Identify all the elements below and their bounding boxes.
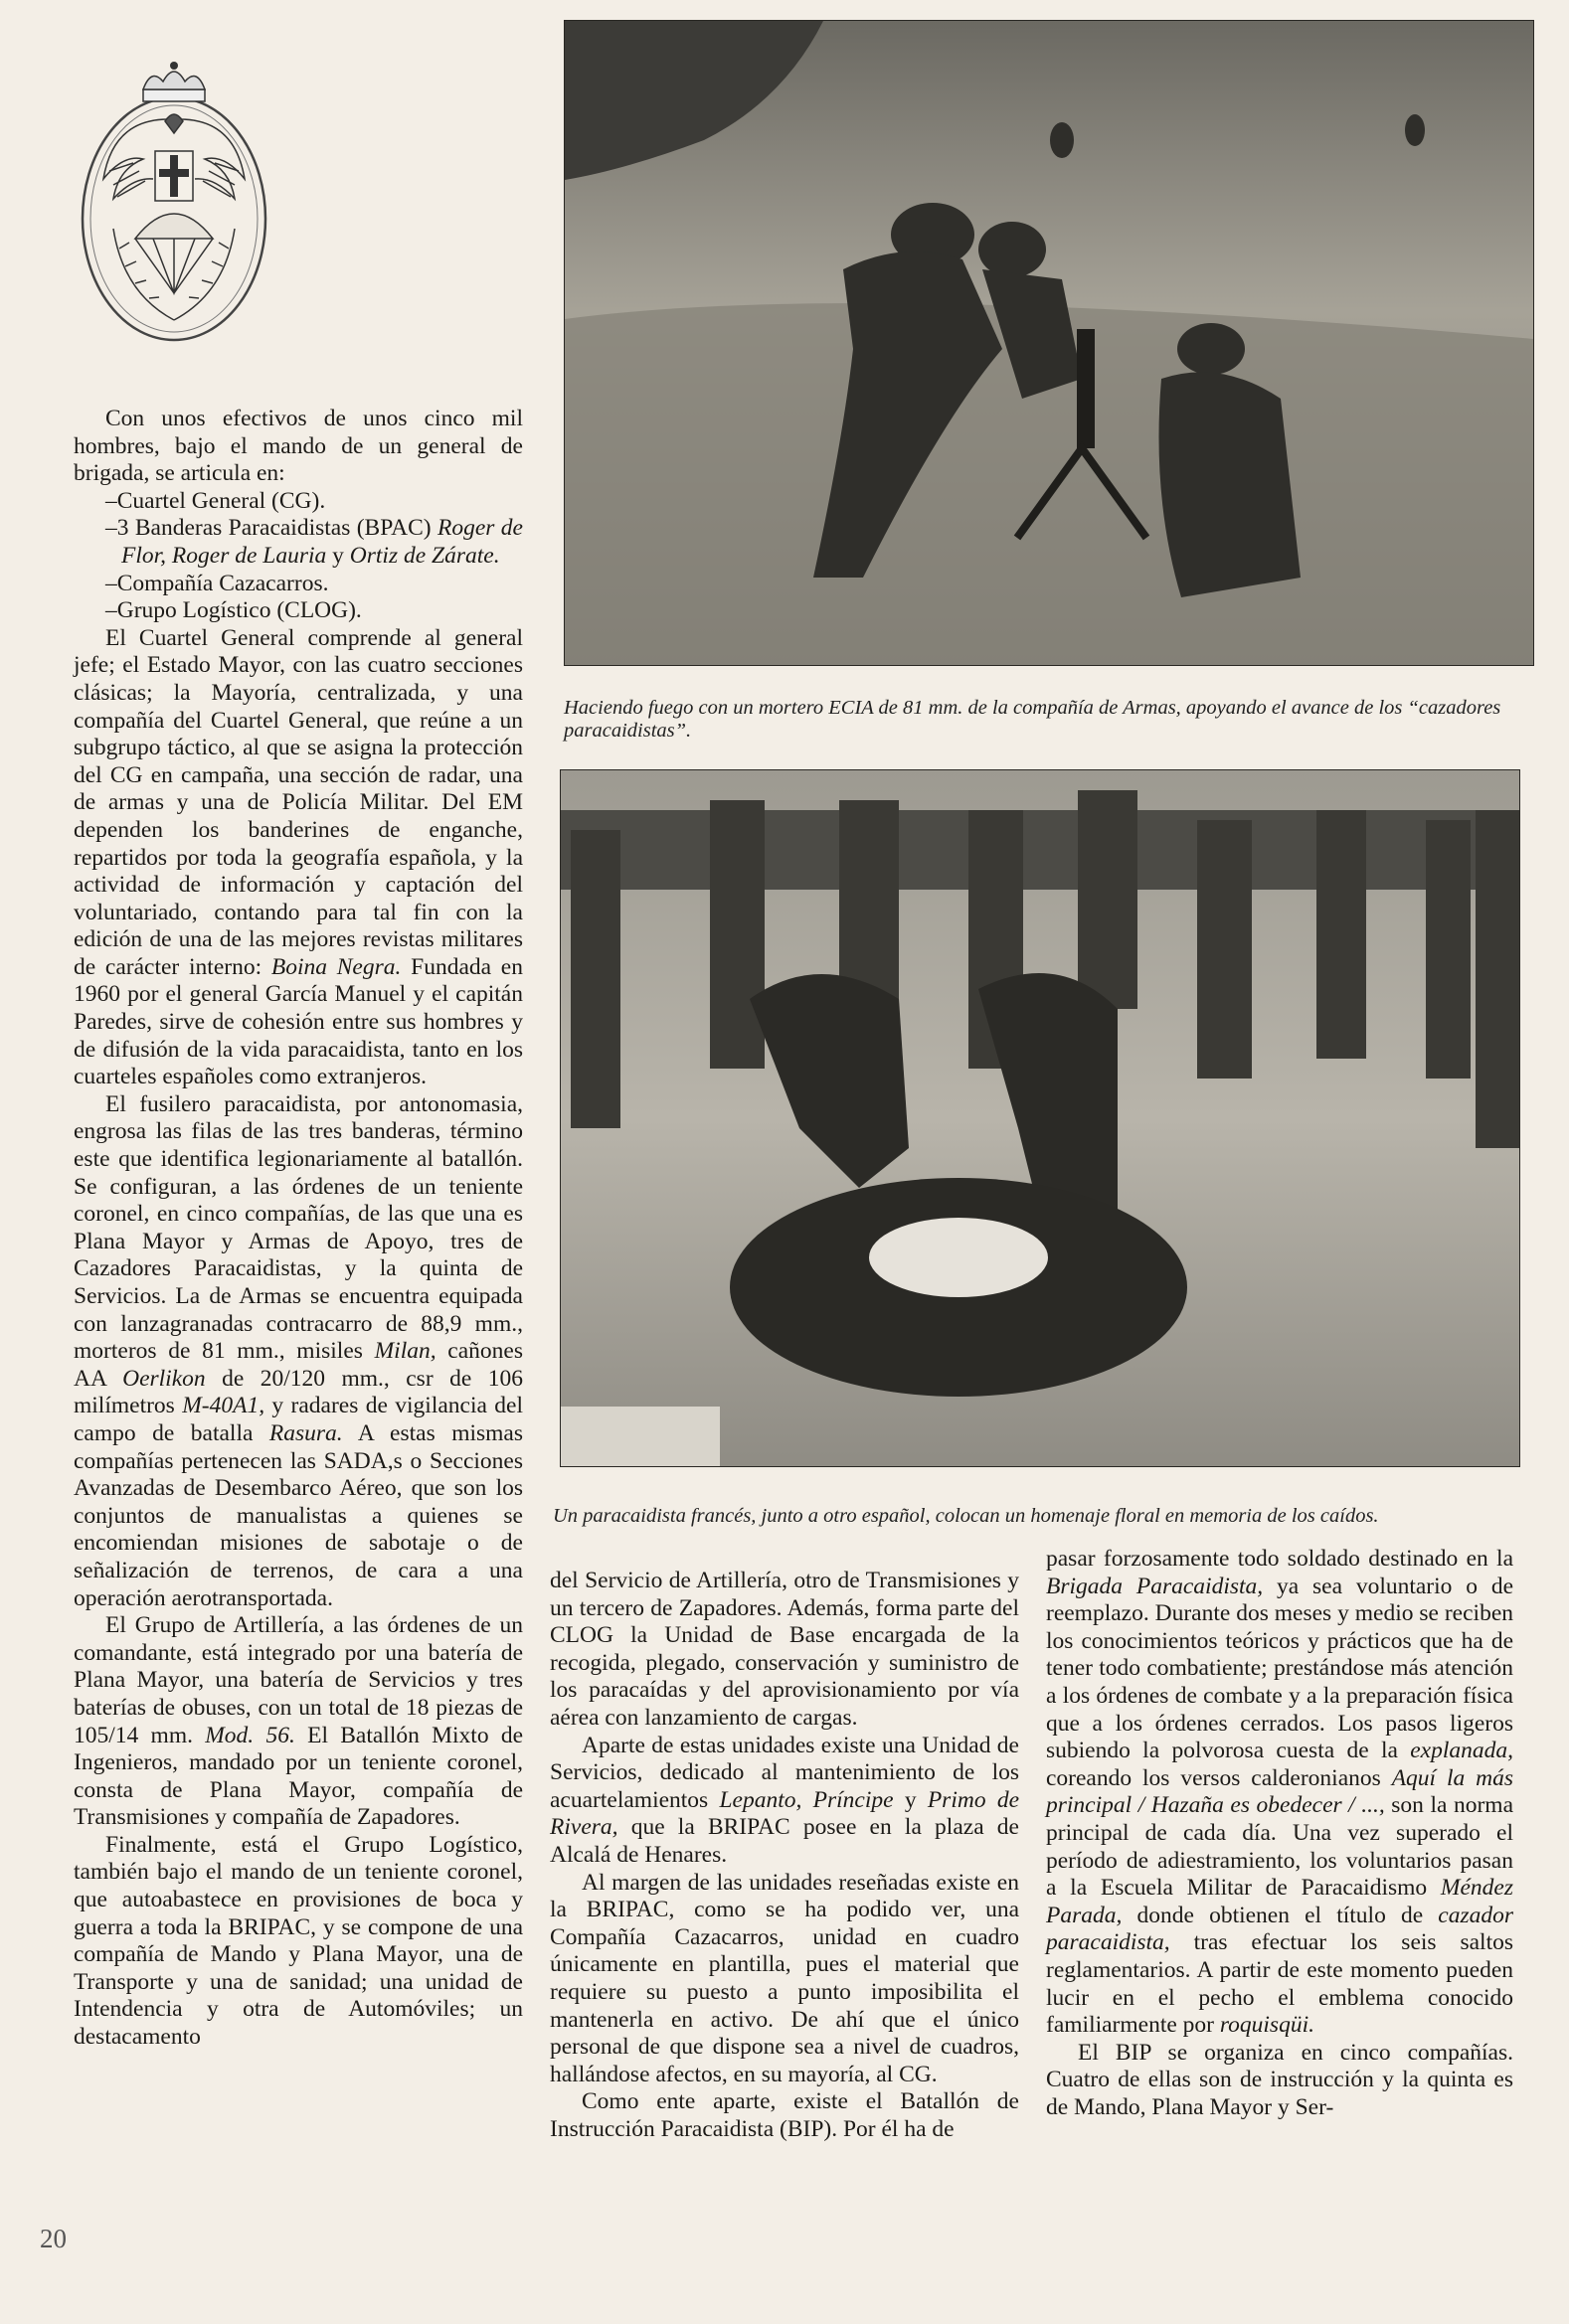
list-item-cazacarros: –Compañía Cazacarros.	[105, 570, 329, 596]
paragraph-cuartel-general: El Cuartel General comprende al general jefe; el Estado Mayor, con las cuatro secciones clásicas; la Mayoría, centralizada, y una compañía del Cuartel General, que reúne a un subgrupo táctico, al que se asigna la protección del CG en campaña, una sección de radar, una de armas y una de Policía Militar. Del EM dependen los banderines de enganche, repartidos por toda la geografía española, y la actividad de información y captación del voluntariado, contando para tal fin con la edición de una de las mejores revistas militares de carácter interno: Boina Negra. Fundada en 1960 por el general García Manuel y el capitán Paredes, sirve de cohesión entre sus hombres y de difusión de la vida paracaidista, tanto en los cuarteles españoles como extranjeros.	[74, 624, 523, 1090]
text-column-left	[74, 406, 523, 2052]
list-item-cg: –Cuartel General (CG).	[105, 487, 326, 514]
paragraph-artilleria: El Grupo de Artillería, a las órdenes de un comandante, está integrado por una batería de Plana Mayor, una batería de Servicios y tres baterías de obuses, con un total de 18 piezas de 105/14 mm. Mod. 56. El Batallón Mixto de Ingenieros, mandado por un teniente coronel, consta de Plana Mayor, compañía de Transmisiones y compañía de Zapadores.	[74, 1612, 524, 1831]
cross-shield-icon	[155, 151, 193, 201]
text-column-middle	[550, 1568, 1019, 2143]
caption-photo-wreath: Un paracaidista francés, junto a otro español, colocan un homenaje floral en memoria de los caídos.	[553, 1504, 1379, 1527]
page-number: 20	[40, 2224, 67, 2253]
paragraph-unidad-servicios: Aparte de estas unidades existe una Unidad de Servicios, dedicado al mantenimiento de los acuartelamientos Lepanto, Príncipe y Primo de Rivera, que la BRIPAC posee en la plaza de Alcalá de Henares.	[550, 1732, 1020, 1868]
paragraph-bip-companias: El BIP se organiza en cinco compañías. Cuatro de ellas son de instrucción y la quinta es de Mando, Plana Mayor y Ser-	[1046, 2039, 1513, 2120]
paratrooper-brigade-emblem	[74, 60, 274, 346]
photo-wreath-ceremony	[560, 769, 1520, 1467]
text-column-right	[1046, 1546, 1513, 2121]
list-item-banderas: –3 Banderas Paracaidistas (BPAC) Roger de Flor, Roger de Lauria y Ortiz de Zárate.	[105, 515, 523, 569]
paragraph-cazacarros: Al margen de las unidades reseñadas existe en la BRIPAC, como se ha podido ver, una Compañía Cazacarros, unidad en cuadro únicamente en plantilla, pues el material que requiere su puesto a punto imposibilita el mantenerla en activo. De ahí que el único personal de que dispone sea a nivel de cuadros, hallándose afectos, en su mayoría, al CG.	[550, 1869, 1019, 2087]
paragraph-fusilero: El fusilero paracaidista, por antonomasia, engrosa las filas de las tres banderas, término este que identifica legionariamente al batallón. Se configuran, a las órdenes de un teniente coronel, en cinco compañías, de las que una es Plana Mayor y Armas de Apoyo, tres de Cazadores Paracaidistas, y la quinta de Servicios. La de Armas se encuentra equipada con lanzagranadas contracarro de 88,9 mm., morteros de 81 mm., misiles Milan, cañones AA Oerlikon de 20/120 mm., csr de 106 milímetros M-40A1, y radares de vigilancia del campo de batalla Rasura. A estas mismas compañías pertenecen las SADA,s o Secciones Avanzadas de Desembarco Aéreo, que son los conjuntos de manualistas a quienes se encomiendan misiones de sabotaje o de señalización de terrenos, de cara a una operación aerotransportada.	[74, 1090, 523, 1611]
paragraph-bip: Como ente aparte, existe el Batallón de Instrucción Paracaidista (BIP). Por él ha de	[550, 2088, 1019, 2142]
paragraph-instruccion: pasar forzosamente todo soldado destinado en la Brigada Paracaidista, ya sea voluntario o de reemplazo. Durante dos meses y medio se reciben los conocimientos teóricos y prácticos que ha de tener todo combatiente; prestándose más atención a los órdenes de combate y a la preparación física que a los órdenes cerrados. Los pasos ligeros subiendo la polvorosa cuesta de la explanada, coreando los versos calderonianos Aquí la más principal / Hazaña es obedecer / ..., son la norma principal de cada día. Una vez superado el período de adiestramiento, los voluntarios pasan a la Escuela Militar de Paracaidismo Méndez Parada, donde obtienen el título de cazador paracaidista, tras efectuar los seis saltos reglamentarios. A partir de este momento pueden lucir en el pecho el emblema conocido familiarmente por roquisqüi.	[1046, 1546, 1514, 2039]
parachute-icon	[135, 214, 213, 293]
crown-icon	[143, 62, 205, 101]
paragraph-grupo-logistico: Finalmente, está el Grupo Logístico, también bajo el mando de un teniente coronel, que autoabastece en provisiones de boca y guerra a toda la BRIPAC, y se compone de una compañía de Mando y Plana Mayor, una de Transporte y una de sanidad; una unidad de Intendencia y otra de Automóviles; un destacamento	[74, 1831, 523, 2051]
caption-photo-mortar: Haciendo fuego con un mortero ECIA de 81 mm. de la compañía de Armas, apoyando el avance de los “cazadores paracaidistas”.	[564, 696, 1501, 742]
photo-mortar-crew	[564, 20, 1534, 666]
list-item-clog: –Grupo Logístico (CLOG).	[105, 597, 362, 624]
paragraph-servicio-artilleria: del Servicio de Artillería, otro de Transmisiones y un tercero de Zapadores. Además, forma parte del CLOG la Unidad de Base encargada de la recogida, plegado, conservación y suministro de los paracaídas y del aprovisionamiento por vía aérea con lanzamiento de cargas.	[550, 1568, 1019, 1731]
paragraph-intro: Con unos efectivos de unos cinco mil hombres, bajo el mando de un general de brigada, se articula en:	[74, 406, 523, 487]
